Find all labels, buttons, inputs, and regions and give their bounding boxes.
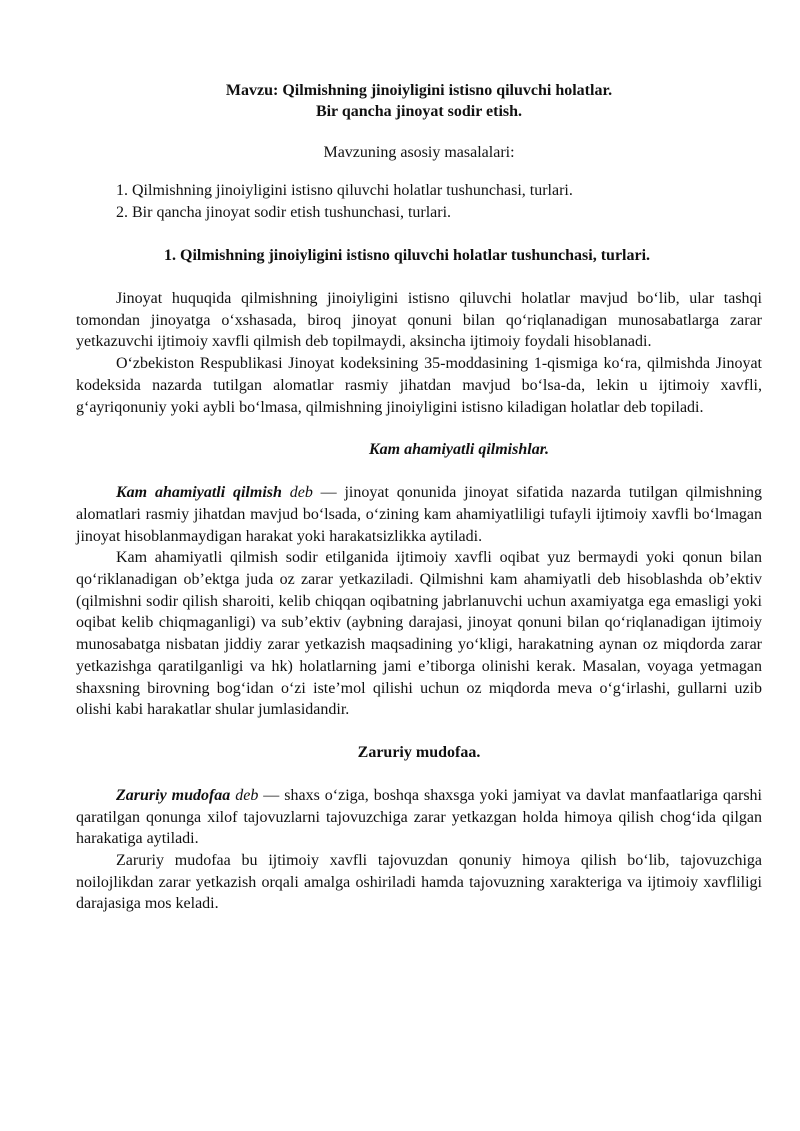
questions-list [116,180,762,224]
questions-heading: Mavzuning asosiy masalalari: [323,144,515,161]
question-item: 1. Qilmishning jinoiyligini istisno qiluvchi holatlar tushunchasi, turlari. [116,182,573,199]
definition-paragraph [76,785,762,850]
definition-text: — shaxs o‘ziga, boshqa shaxsga yoki jamiyat va davlat manfaatlariga qarshi qaratilgan qonunga xilof tajovuzlarni tajovuzchiga zarar yetkazgan holda himoya qilish chog‘ida qilgan harakatiga aytiladi. [76,786,763,848]
minor-acts-heading: Kam ahamiyatli qilmishlar. [369,441,550,459]
definition-text: — jinoyat qonunida jinoyat sifatida nazarda tutilgan qilmishning alomatlari rasmiy jihatdan mavjud bo‘lsada, o‘zining kam ahamiyatliligi tufayli ijtimoiy xavfli bo‘lmagan jinoyat hisoblanmaydigan harakat yoki harakatsizlikka aytiladi. [76,484,763,545]
minor-acts-body [76,482,762,721]
deb-word: deb [235,786,259,804]
deb-word: deb [289,484,313,502]
section-1-heading: 1. Qilmishning jinoiyligini istisno qiluvchi holatlar tushunchasi, turlari. [164,247,651,264]
defined-term: Zaruriy mudofaa [116,786,231,804]
paragraph: O‘zbekiston Respublikasi Jinoyat kodeksining 35-moddasining 1-qismiga ko‘ra, qilmishda Jinoyat kodeksida nazarda tutilgan alomatlar rasmiy jihatdan mavjud bo‘lsa-da, lekin u ijtimoiy xavfli, g‘ayriqonuniy yoki aybli bo‘lmasa, qilmishning jinoiyligini istisno kiladigan holatlar deb topiladi. [76,355,762,416]
section-1-body [76,288,762,418]
definition-paragraph [76,482,762,547]
paragraph: Jinoyat huquqida qilmishning jinoiyligini istisno qiluvchi holatlar mavjud bo‘lib, ular tashqi tomondan jinoyatga o‘xshasada, biroq jinoyat qonuni bilan qo‘riqlanadigan munosabatlarga zarar yetkazuvchi ijtimoiy xavfli qilmish deb topilmaydi, aksincha ijtimoiy foydali hisoblanadi. [76,290,762,351]
necessary-defense-body [76,785,762,915]
document-title [76,80,762,122]
defined-term: Kam ahamiyatli qilmish [116,484,282,502]
document-page [76,80,762,915]
title-line-1: Mavzu: Qilmishning jinoiyligini istisno qiluvchi holatlar. [225,82,613,99]
title-line-2: Bir qancha jinoyat sodir etish. [315,103,523,120]
question-item: 2. Bir qancha jinoyat sodir etish tushunchasi, turlari. [116,204,452,221]
paragraph: Zaruriy mudofaa bu ijtimoiy xavfli tajovuzdan qonuniy himoya qilish bo‘lib, tajovuzchiga noilojlikdan zarar yetkazish orqali amalga oshiriladi hamda tajovuzning xarakteriga va ijtimoiy xavfliligi darajasiga mos keladi. [76,852,762,913]
paragraph: Kam ahamiyatli qilmish sodir etilganida ijtimoiy xavfli oqibat yuz bermaydi yoki qonun bilan qo‘riklanadigan ob’ektga juda oz zarar yetkaziladi. Qilmishni kam ahamiyatli deb hisoblashda ob’ektiv (qilmishni sodir qilish sharoiti, kelib chiqqan oqibatning jabrlanuvchi uchun axamiyatga ega emasligi yoki oqibat kelib chiqmaganligi) va sub’ektiv (aybning darajasi, jinoyat qonuni bilan qo‘riqlanadigan ijtimoiy munosabatga nisbatan jiddiy zarar yetkazish maqsadining yo‘kligi, harakatning aynan oz miqdorda zarar yetkazishga qaratilganligi va hk) holatlarning jami e’tiborga olinishi kerak. Masalan, voyaga yetmagan shaxsning birovning bog‘idan o‘zi iste’mol qilishi uchun oz miqdorda meva o‘g‘irlashi, gullarni uzib olishi kabi harakatlar shular jumlasidandir. [76,549,762,719]
necessary-defense-heading: Zaruriy mudofaa. [357,743,481,761]
